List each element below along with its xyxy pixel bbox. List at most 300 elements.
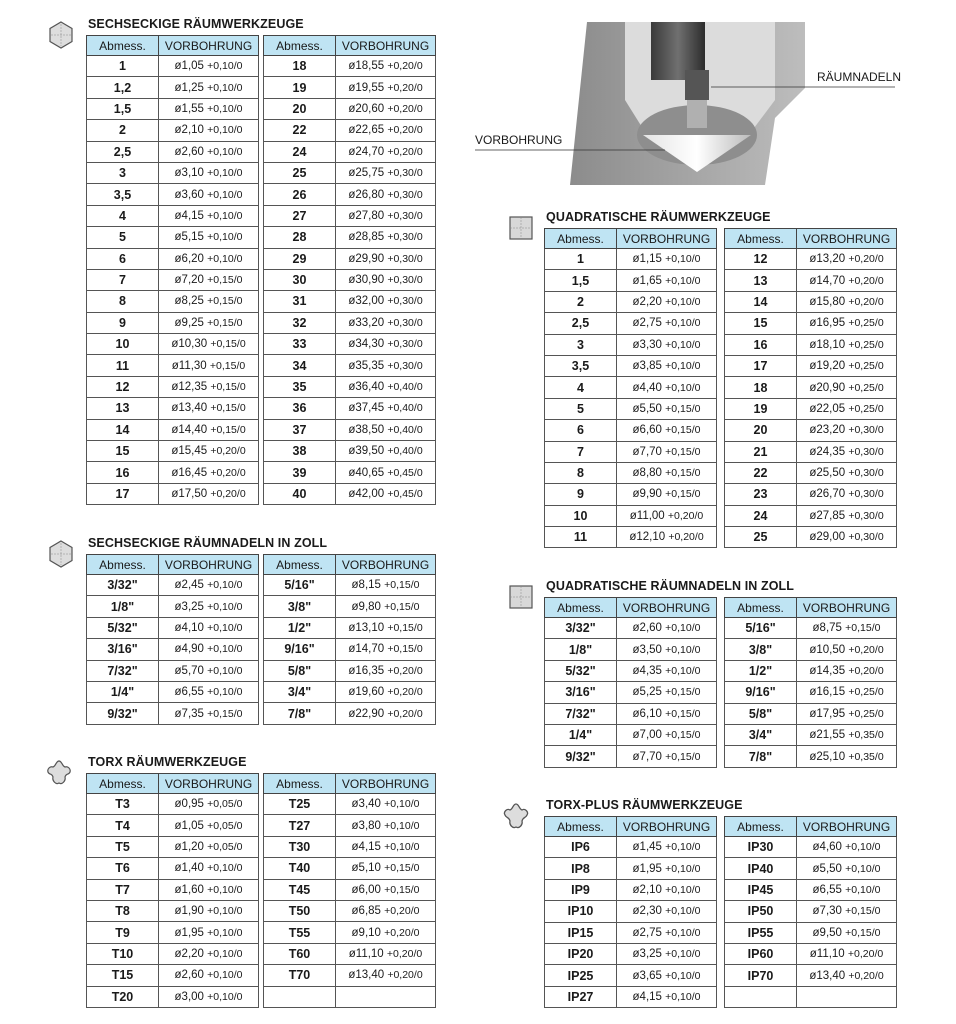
table-row [545,505,717,526]
diameter: ø3,85 [632,360,666,373]
tolerance: +0,15/0 [845,622,881,635]
cell-vorbohrung [159,617,259,638]
tolerance: +0,25/0 [848,686,884,699]
cell-abmess: 1 [545,249,617,270]
table-row [545,484,717,505]
table-left [544,228,717,548]
cell-vorbohrung [336,483,436,504]
table-row [545,922,717,943]
cell-abmess: 31 [264,291,336,312]
table-row [725,441,897,462]
table-row [725,313,897,334]
cell-abmess: 7 [87,269,159,290]
diameter: ø1,95 [174,926,208,939]
cell-abmess: 3/32" [87,575,159,596]
cell-vorbohrung [159,355,259,376]
header-abmess: Abmess. [264,36,336,56]
table-row [264,575,436,596]
table-row [87,312,259,333]
table-row [545,724,717,745]
cell-vorbohrung [159,77,259,98]
table-left [86,554,259,725]
cell-vorbohrung [159,986,259,1007]
tolerance: +0,45/0 [387,466,423,479]
cell-vorbohrung [159,794,259,815]
cell-vorbohrung [797,746,897,767]
table-row [87,943,259,964]
diameter: ø14,35 [809,664,849,677]
table-row [725,527,897,548]
diameter: ø8,15 [351,579,385,592]
tolerance: +0,30/0 [848,488,884,501]
tolerance: +0,10/0 [207,643,243,656]
table-row [545,398,717,419]
table-row [725,943,897,964]
table-row [264,141,436,162]
cell-abmess: 7 [545,441,617,462]
cell-abmess: 3/16" [545,682,617,703]
cell-vorbohrung [797,505,897,526]
table-left [86,35,259,505]
diameter: ø9,50 [812,926,846,939]
diameter: ø11,10 [348,947,387,960]
cell-vorbohrung [797,922,897,943]
cell-vorbohrung [336,141,436,162]
cell-abmess: 16 [87,462,159,483]
diameter: ø40,65 [348,466,388,479]
tolerance: +0,15/0 [387,643,423,656]
table-row [725,879,897,900]
cell-abmess: 9/32" [87,703,159,724]
diameter: ø3,40 [351,798,385,811]
cell-abmess: IP45 [725,879,797,900]
table-row [264,794,436,815]
cell-abmess: 35 [264,376,336,397]
cell-vorbohrung [159,858,259,879]
diameter: ø7,20 [174,274,208,287]
tolerance: +0,10/0 [665,905,701,918]
cell-abmess: 1,2 [87,77,159,98]
table-row [264,334,436,355]
diameter: ø2,30 [632,905,666,918]
tolerance: +0,15/0 [207,295,243,308]
tolerance: +0,10/0 [207,81,243,94]
diameter: ø2,20 [632,295,666,308]
cell-vorbohrung [797,858,897,879]
cell-abmess: 1 [87,56,159,77]
cell-vorbohrung [336,965,436,986]
tolerance: +0,15/0 [384,862,420,875]
table-row [725,837,897,858]
diameter: ø6,55 [812,883,846,896]
cell-vorbohrung [336,269,436,290]
tolerance: +0,10/0 [845,862,881,875]
cell-vorbohrung [336,227,436,248]
cell-vorbohrung [797,377,897,398]
cell-vorbohrung [336,355,436,376]
tolerance: +0,20/0 [667,509,704,522]
table-right [724,597,897,768]
tolerance: +0,20/0 [387,969,423,982]
diameter: ø1,95 [632,862,666,875]
square-icon [506,213,536,248]
cell-abmess: 34 [264,355,336,376]
tolerance: +0,20/0 [387,707,423,720]
tolerance: +0,20/0 [387,145,423,158]
cell-abmess: 7/32" [545,703,617,724]
table-row [545,986,717,1007]
diameter: ø11,10 [809,948,848,961]
table-row [725,484,897,505]
cell-abmess: 1/2" [264,617,336,638]
diameter: ø13,20 [809,253,849,266]
cell-vorbohrung [159,98,259,119]
table-row [264,879,436,900]
table-row [545,943,717,964]
tolerance: +0,10/0 [665,643,701,656]
header-vorbohrung: VORBOHRUNG [797,229,897,249]
diameter: ø16,45 [171,466,211,479]
diameter: ø3,25 [632,948,666,961]
cell-vorbohrung [797,462,897,483]
tolerance: +0,20/0 [848,969,884,982]
diameter: ø2,45 [174,579,208,592]
table-row [87,77,259,98]
cell-vorbohrung [336,419,436,440]
tolerance: +0,10/0 [207,252,243,265]
cell-vorbohrung [617,724,717,745]
table-row [545,965,717,986]
cell-abmess: 18 [725,377,797,398]
tolerance: +0,10/0 [207,883,243,896]
tolerance: +0,30/0 [387,209,423,222]
table-row [545,858,717,879]
tolerance: +0,15/0 [665,729,701,742]
tolerance: +0,10/0 [207,102,243,115]
header-abmess: Abmess. [87,36,159,56]
diameter: ø5,15 [174,231,208,244]
tolerance: +0,10/0 [665,317,701,330]
cell-abmess: T55 [264,922,336,943]
diameter: ø22,90 [348,707,388,720]
cell-vorbohrung [336,462,436,483]
tolerance: +0,05/0 [207,798,243,811]
tolerance: +0,15/0 [209,359,246,372]
diameter: ø1,25 [174,81,208,94]
header-vorbohrung: VORBOHRUNG [797,817,897,837]
table-row [725,682,897,703]
tolerance: +0,15/0 [210,402,246,415]
tolerance: +0,10/0 [665,253,701,266]
table-right [263,773,436,1008]
table-row [725,660,897,681]
tolerance: +0,15/0 [845,926,881,939]
table-row [87,794,259,815]
cell-abmess: 5 [87,227,159,248]
table-row [545,682,717,703]
diameter: ø1,40 [174,862,208,875]
tolerance: +0,10/0 [207,947,243,960]
cell-vorbohrung [797,879,897,900]
cell-vorbohrung [159,291,259,312]
cell-abmess: 1/2" [725,660,797,681]
cell-abmess: 13 [87,398,159,419]
cell-abmess: 9/32" [545,746,617,767]
broach-drawing [475,0,935,200]
header-abmess: Abmess. [725,598,797,618]
tolerance: +0,15/0 [665,424,701,437]
tolerance: +0,10/0 [207,969,243,982]
table-row [87,205,259,226]
diameter: ø16,95 [809,317,849,330]
cell-vorbohrung [336,986,436,1007]
diameter: ø4,10 [174,621,208,634]
table-row [545,527,717,548]
diameter: ø1,65 [632,274,666,287]
cell-vorbohrung [336,681,436,702]
tolerance: +0,40/0 [387,445,423,458]
table-row [87,900,259,921]
table-header [87,555,259,575]
diameter: ø22,05 [809,402,849,415]
tolerance: +0,15/0 [384,579,420,592]
header-vorbohrung: VORBOHRUNG [336,774,436,794]
diameter: ø14,70 [809,274,849,287]
diameter: ø13,40 [171,402,211,415]
cell-abmess: 25 [725,527,797,548]
cell-vorbohrung [617,682,717,703]
cell-vorbohrung [159,376,259,397]
tolerance: +0,25/0 [848,707,884,720]
tolerance: +0,25/0 [848,317,884,330]
table-row [264,376,436,397]
cell-vorbohrung [617,398,717,419]
diameter: ø3,50 [632,643,666,656]
table-row [725,858,897,879]
cell-abmess: T40 [264,858,336,879]
cell-abmess: 14 [725,291,797,312]
table-row [87,441,259,462]
cell-abmess: 7/8" [725,746,797,767]
header-vorbohrung: VORBOHRUNG [617,598,717,618]
tolerance: +0,10/0 [207,621,243,634]
diameter: ø7,70 [632,445,666,458]
cell-abmess: IP25 [545,965,617,986]
diameter: ø2,20 [174,947,208,960]
cell-vorbohrung [336,98,436,119]
cell-vorbohrung [336,398,436,419]
table-row [87,703,259,724]
cell-abmess: 33 [264,334,336,355]
table-row [725,270,897,291]
cell-abmess: 7/8" [264,703,336,724]
diameter: ø34,30 [348,338,388,351]
header-abmess: Abmess. [545,598,617,618]
tolerance: +0,10/0 [665,969,701,982]
diameter: ø24,35 [809,445,849,458]
tolerance: +0,15/0 [384,600,420,613]
table-row [264,120,436,141]
table-row [87,858,259,879]
cell-vorbohrung [617,270,717,291]
diameter: ø32,00 [348,295,388,308]
table-row [87,596,259,617]
tolerance: +0,20/0 [386,947,423,960]
table-row [87,575,259,596]
table-row [725,291,897,312]
cell-abmess: IP9 [545,879,617,900]
diameter: ø14,70 [348,643,388,656]
table-row [545,334,717,355]
table-row [87,120,259,141]
cell-abmess: 5 [545,398,617,419]
cell-abmess: 9/16" [725,682,797,703]
table-row [545,270,717,291]
diameter: ø15,80 [809,295,849,308]
tolerance: +0,10/0 [207,600,243,613]
cell-vorbohrung [336,703,436,724]
tolerance: +0,15/0 [665,445,701,458]
cell-vorbohrung [617,377,717,398]
hexagon-icon [46,20,76,55]
header-vorbohrung: VORBOHRUNG [336,36,436,56]
tolerance: +0,20/0 [668,531,704,544]
cell-abmess: 5/32" [87,617,159,638]
cell-abmess: 2,5 [545,313,617,334]
table-row [264,56,436,77]
table-row [87,248,259,269]
table-row [264,205,436,226]
cell-vorbohrung [797,270,897,291]
tolerance: +0,10/0 [207,905,243,918]
tolerance: +0,20/0 [387,664,423,677]
tolerance: +0,10/0 [665,622,701,635]
cell-abmess: 3 [87,162,159,183]
table-header [725,598,897,618]
tolerance: +0,10/0 [845,883,881,896]
table-row [264,815,436,836]
cell-abmess: 17 [725,355,797,376]
cell-abmess: 5/8" [264,660,336,681]
diameter: ø11,30 [171,359,210,372]
tolerance: +0,10/0 [207,209,243,222]
cell-abmess: 3/32" [545,618,617,639]
cell-vorbohrung [617,922,717,943]
cell-vorbohrung [159,943,259,964]
table-header [264,774,436,794]
diameter: ø2,75 [632,926,666,939]
diameter: ø19,55 [348,81,388,94]
header-vorbohrung: VORBOHRUNG [159,36,259,56]
diameter: ø33,20 [348,316,388,329]
table-header [545,817,717,837]
diameter: ø24,70 [348,145,388,158]
diameter: ø1,55 [174,102,208,115]
table-row [264,419,436,440]
table-row [264,836,436,857]
cell-vorbohrung [797,986,897,1007]
cell-abmess: T20 [87,986,159,1007]
tolerance: +0,20/0 [848,253,884,266]
cell-vorbohrung [159,703,259,724]
table-row [264,617,436,638]
table-row [545,313,717,334]
table-left [544,816,717,1008]
tolerance: +0,30/0 [848,531,884,544]
tolerance: +0,10/0 [845,841,881,854]
cell-abmess: 3/4" [264,681,336,702]
diameter: ø1,90 [174,905,208,918]
table-row [725,986,897,1007]
cell-vorbohrung [617,484,717,505]
cell-vorbohrung [159,312,259,333]
diameter: ø28,85 [348,231,388,244]
cell-vorbohrung [797,639,897,660]
cell-abmess: IP20 [545,943,617,964]
cell-vorbohrung [797,441,897,462]
tolerance: +0,10/0 [665,948,701,961]
diameter: ø6,20 [174,252,208,265]
cell-vorbohrung [159,660,259,681]
tolerance: +0,30/0 [387,359,423,372]
diameter: ø19,20 [809,360,849,373]
tolerance: +0,20/0 [848,664,884,677]
table-row [264,639,436,660]
table-header [545,229,717,249]
table-row [264,965,436,986]
diameter: ø13,10 [348,621,388,634]
diameter: ø11,00 [629,509,668,522]
diameter: ø29,90 [348,252,388,265]
header-abmess: Abmess. [87,555,159,575]
tolerance: +0,05/0 [207,840,243,853]
section-title: SECHSECKIGE RÄUMNADELN IN ZOLL [88,536,328,550]
tolerance: +0,30/0 [387,338,423,351]
diameter: ø12,35 [171,381,211,394]
diameter: ø27,85 [809,509,849,522]
cell-vorbohrung [159,120,259,141]
diameter: ø4,15 [174,209,208,222]
table-row [545,441,717,462]
tolerance: +0,10/0 [207,60,243,73]
diameter: ø9,10 [351,926,385,939]
callout-raeumnadeln: RÄUMNADELN [817,70,902,84]
table-row [264,227,436,248]
cell-abmess [264,986,336,1007]
cell-vorbohrung [797,291,897,312]
tolerance: +0,10/0 [665,926,701,939]
table-row [87,334,259,355]
diameter: ø36,40 [348,381,388,394]
diameter: ø17,50 [171,488,211,500]
tolerance: +0,10/0 [665,360,701,373]
cell-vorbohrung [617,249,717,270]
cell-vorbohrung [797,618,897,639]
table-row [545,879,717,900]
diameter: ø1,15 [632,253,666,266]
cell-abmess: T27 [264,815,336,836]
cell-vorbohrung [336,575,436,596]
diameter: ø6,85 [351,905,385,918]
cell-vorbohrung [336,334,436,355]
cell-abmess: 9 [545,484,617,505]
cell-abmess: 16 [725,334,797,355]
cell-abmess: 9/16" [264,639,336,660]
tolerance: +0,10/0 [207,231,243,244]
tolerance: +0,30/0 [387,295,423,308]
cell-abmess: 5/16" [264,575,336,596]
cell-vorbohrung [617,527,717,548]
